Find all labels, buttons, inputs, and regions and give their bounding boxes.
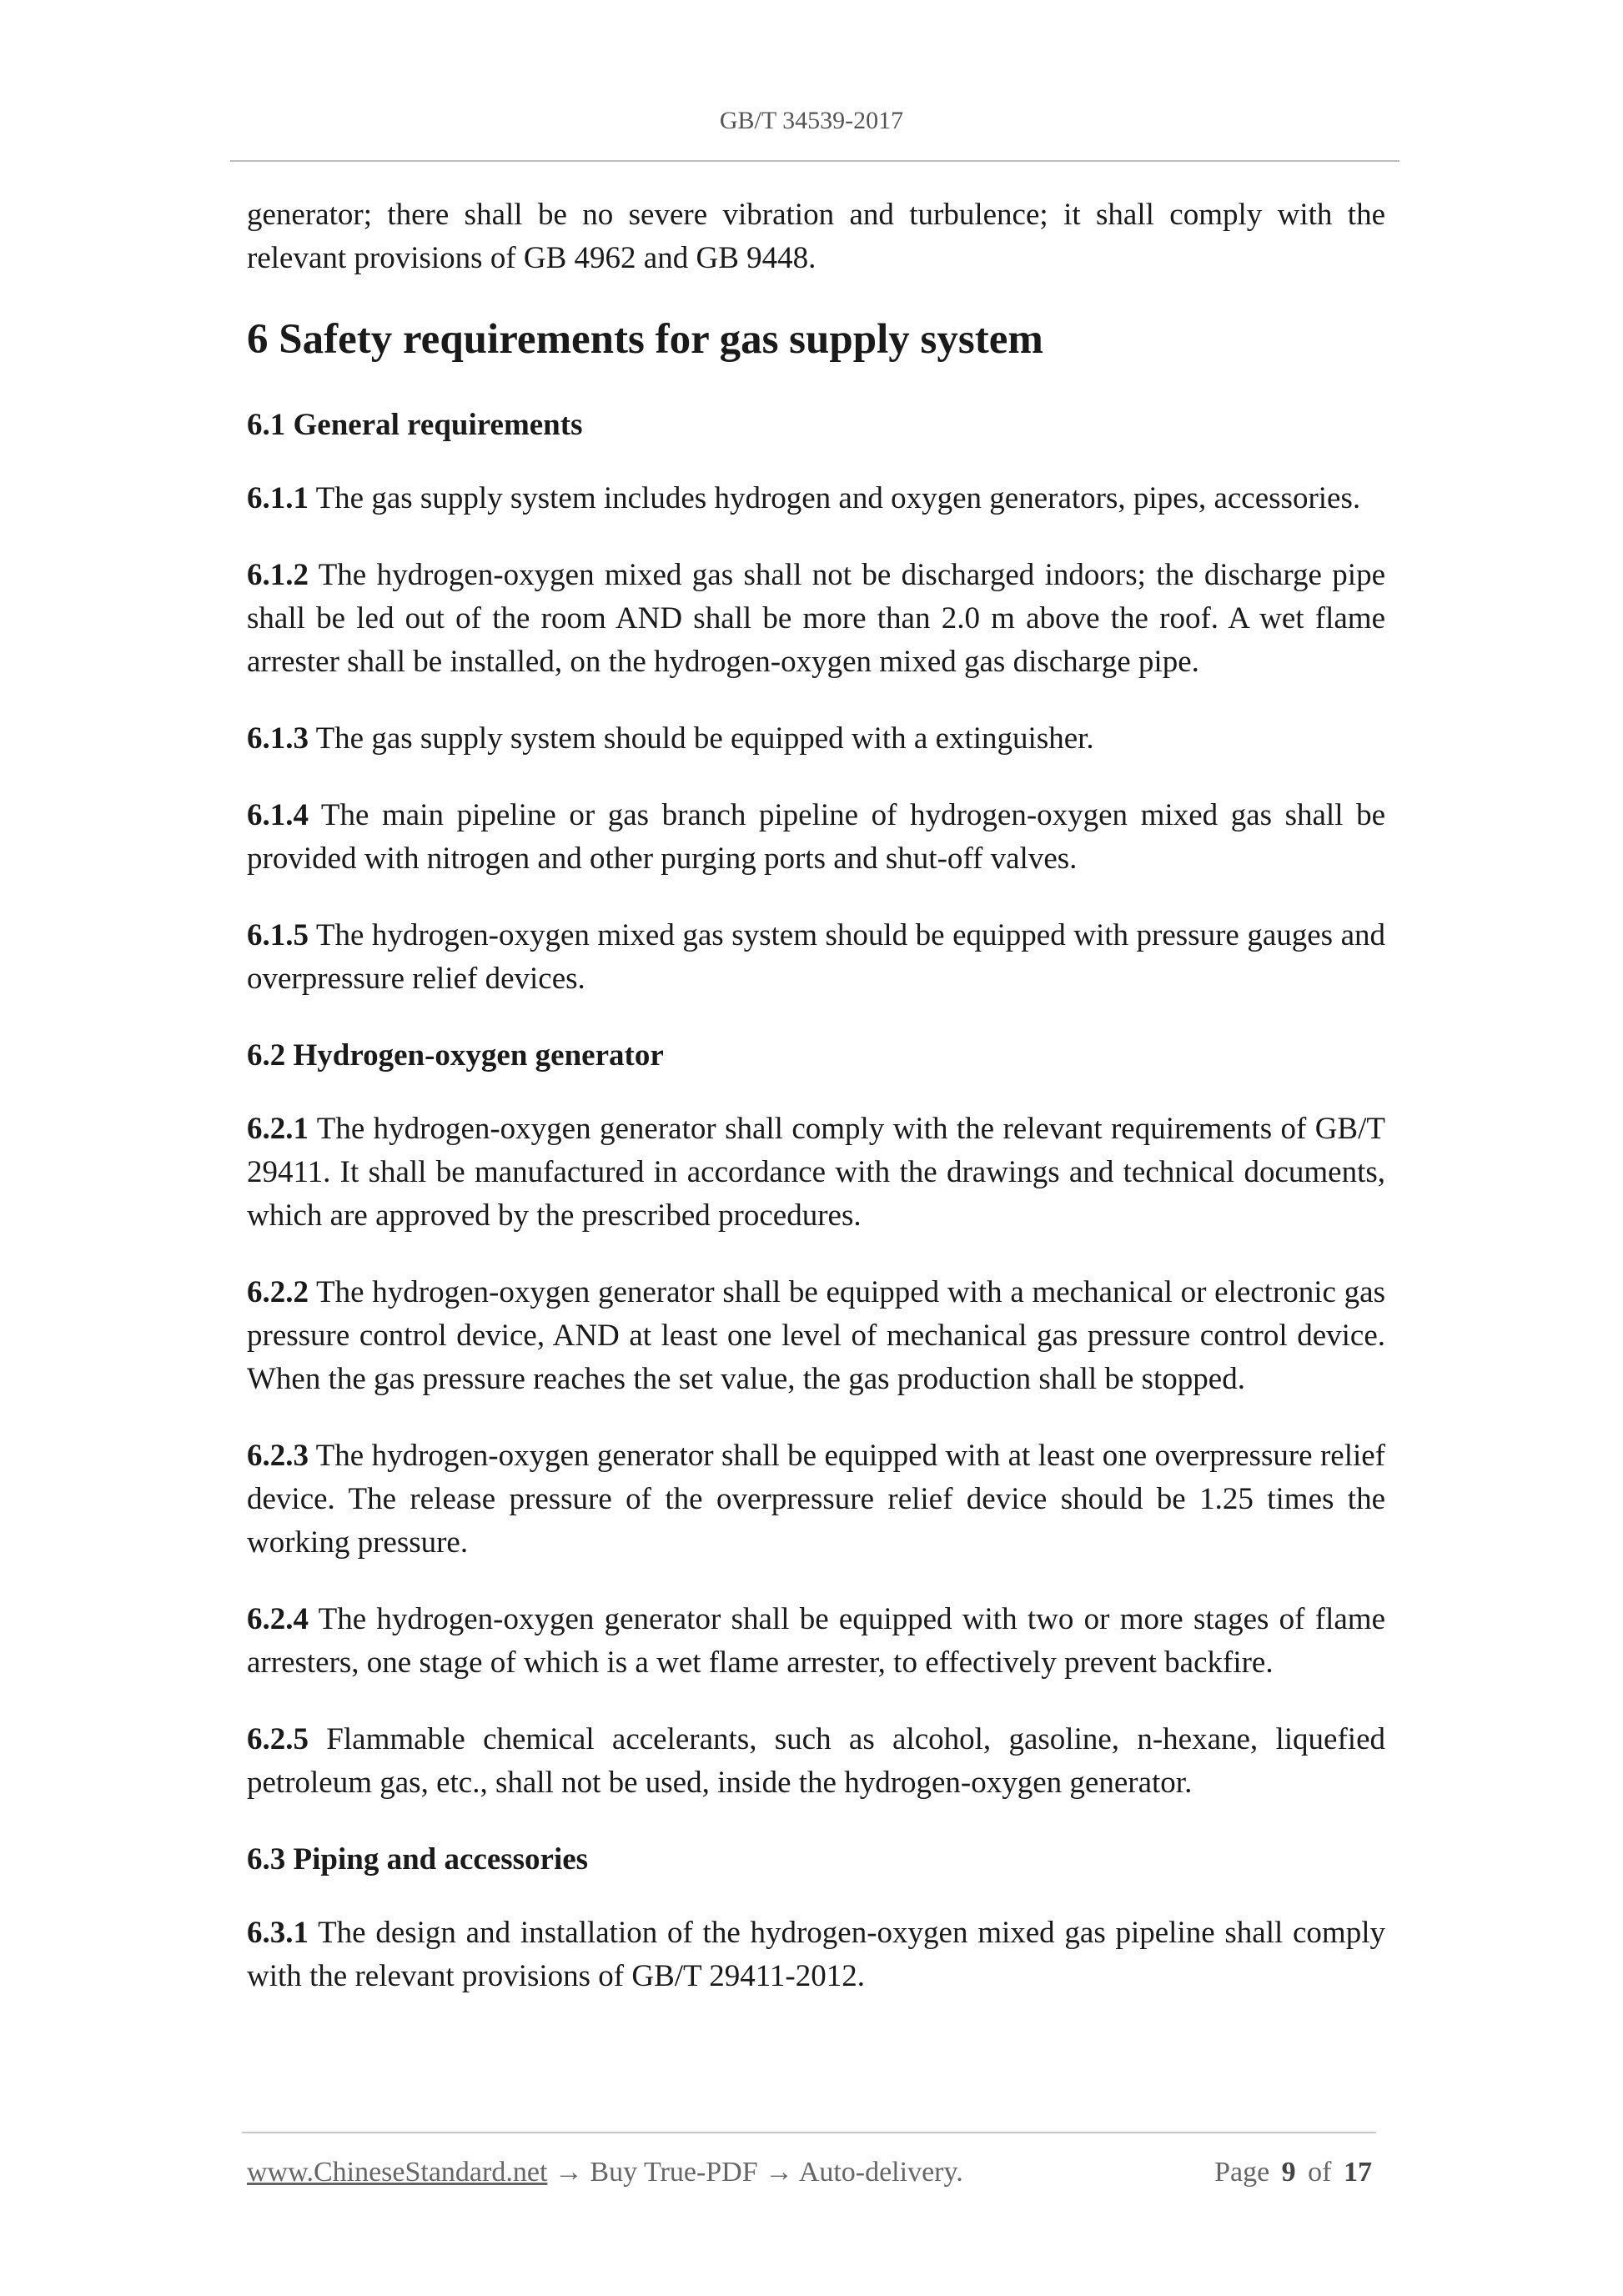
- document-body: [247, 193, 1385, 2032]
- intro-paragraph: generator; there shall be no severe vibration and turbulence; it shall comply with the relevant provisions of GB 4962 and GB 9448.: [247, 198, 1385, 275]
- clause-6-2-3: [247, 1434, 1385, 1565]
- clause-text: The hydrogen-oxygen mixed gas system should be equipped with pressure gauges and overpressure relief devices.: [247, 918, 1385, 996]
- header-divider: [230, 160, 1399, 162]
- clause-text: The hydrogen-oxygen generator shall be equipped with at least one overpressure relief device. The release pressure of the overpressure relief device should be 1.25 times the working pressure.: [247, 1439, 1385, 1560]
- page-number: 9: [1281, 2157, 1296, 2188]
- arrow-icon: →: [554, 2157, 583, 2188]
- clause-text: The hydrogen-oxygen generator shall comply with the relevant requirements of GB/T 29411. It shall be manufactured in accordance with the drawings and technical documents, which are approved by the prescribed procedures.: [247, 1112, 1385, 1233]
- page-total: 17: [1344, 2157, 1372, 2188]
- clause-6-1-5: [247, 914, 1385, 1001]
- clause-6-2-2: [247, 1271, 1385, 1401]
- clause-number: 6.1.3: [247, 721, 309, 756]
- page-header: [0, 107, 1623, 135]
- clause-text: The main pipeline or gas branch pipeline of hydrogen-oxygen mixed gas shall be provided with nitrogen and other purging ports and shut-off valves.: [247, 798, 1385, 876]
- clause-text: The hydrogen-oxygen generator shall be equipped with a mechanical or electronic gas pressure control device, AND at least one level of mechanical gas pressure control device. When the gas pressure reaches the set value, the gas production shall be stopped.: [247, 1275, 1385, 1396]
- subsection-title-6-1: 6.1 General requirements: [247, 408, 583, 442]
- clause-6-2-1: [247, 1108, 1385, 1238]
- clause-number: 6.2.3: [247, 1439, 309, 1473]
- clause-text: The hydrogen-oxygen mixed gas shall not be discharged indoors; the discharge pipe shall be led out of the room AND shall be more than 2.0 m above the roof. A wet flame arrester shall be installed, on the hydrogen-oxygen mixed gas discharge pipe.: [247, 558, 1385, 679]
- clause-6-2-4: [247, 1598, 1385, 1685]
- auto-delivery-text: Auto-delivery.: [798, 2157, 963, 2188]
- clause-number: 6.1.1: [247, 481, 309, 515]
- clause-text: Flammable chemical accelerants, such as alcohol, gasoline, n-hexane, liquefied petroleum gas, etc., shall not be used, inside the hydrogen-oxygen generator.: [247, 1722, 1385, 1800]
- clause-6-1-4: [247, 794, 1385, 881]
- clause-text: The hydrogen-oxygen generator shall be equipped with two or more stages of flame arresters, one stage of which is a wet flame arrester, to effectively prevent backfire.: [247, 1602, 1385, 1680]
- clause-number: 6.2.2: [247, 1275, 309, 1309]
- page-indicator: [1214, 2157, 1377, 2188]
- website-link[interactable]: www.ChineseStandard.net: [247, 2157, 548, 2188]
- clause-text: The gas supply system should be equipped with a extinguisher.: [309, 721, 1094, 756]
- clause-text: The gas supply system includes hydrogen and oxygen generators, pipes, accessories.: [309, 481, 1361, 515]
- footer-divider: [242, 2132, 1376, 2133]
- page-footer: [247, 2157, 1377, 2188]
- clause-number: 6.1.4: [247, 798, 309, 832]
- clause-text: The design and installation of the hydrogen-oxygen mixed gas pipeline shall comply with the relevant provisions of GB/T 29411-2012.: [247, 1916, 1385, 1993]
- clause-number: 6.2.5: [247, 1722, 309, 1756]
- clause-6-3-1: [247, 1912, 1385, 1998]
- section-title: 6 Safety requirements for gas supply system: [247, 316, 1043, 363]
- buy-pdf-text: Buy True-PDF: [590, 2157, 758, 2188]
- subsection-title-6-3: 6.3 Piping and accessories: [247, 1842, 589, 1876]
- footer-links: [247, 2157, 963, 2188]
- clause-6-2-5: [247, 1718, 1385, 1805]
- subsection-title-6-2: 6.2 Hydrogen-oxygen generator: [247, 1038, 664, 1073]
- clause-number: 6.1.5: [247, 918, 309, 952]
- page-label: Page: [1214, 2157, 1270, 2188]
- of-label: of: [1308, 2157, 1332, 2188]
- clause-number: 6.3.1: [247, 1916, 309, 1950]
- clause-6-1-2: [247, 554, 1385, 684]
- document-code: GB/T 34539-2017: [719, 107, 904, 134]
- clause-number: 6.1.2: [247, 558, 309, 592]
- clause-number: 6.2.4: [247, 1602, 309, 1636]
- arrow-icon: →: [765, 2157, 794, 2188]
- clause-6-1-3: [247, 717, 1385, 761]
- clause-number: 6.2.1: [247, 1112, 309, 1146]
- clause-6-1-1: [247, 477, 1385, 520]
